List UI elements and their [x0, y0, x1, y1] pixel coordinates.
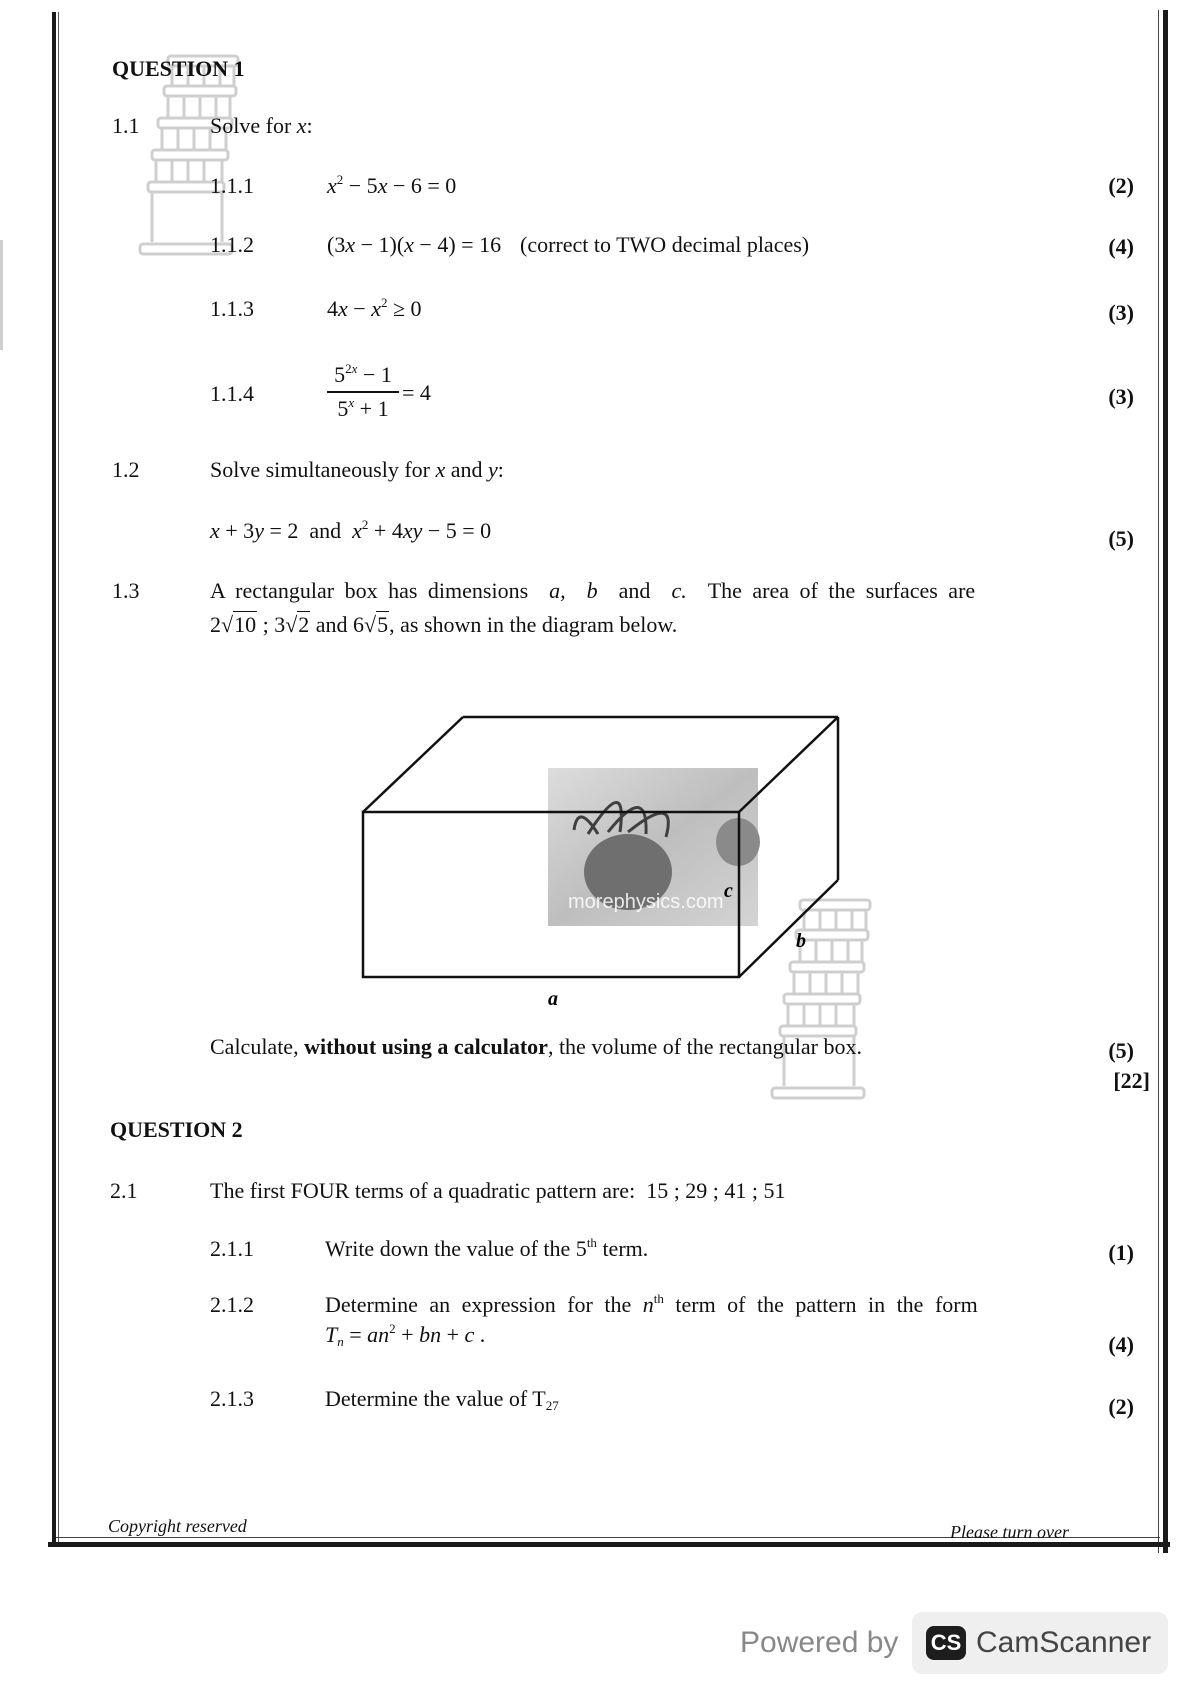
- q1-1-3-inequality: $4x - x^2 \ge 0$: [327, 295, 422, 321]
- q2-1-2-number: 2.1.2: [210, 1292, 254, 1317]
- q1-1-2-note: (correct to TWO decimal places): [520, 232, 810, 257]
- q1-1-2-marks: (4): [1108, 234, 1134, 259]
- q1-2-equations: x + 3y = 2 and $x^2 + 4xy - 5 = 0$: [210, 517, 492, 543]
- q1-1-2-equation: (3x − 1)(x − 4) = 16: [327, 232, 502, 257]
- page-border-right-inner: [1158, 10, 1159, 1553]
- q2-1-1-number: 2.1.1: [210, 1236, 254, 1261]
- footer-turn-over: Please turn over: [950, 1522, 1069, 1542]
- q1-2-marks: (5): [1108, 526, 1134, 551]
- q2-1-stem: The first FOUR terms of a quadratic pattern are: 15 ; 29 ; 41 ; 51: [210, 1178, 786, 1203]
- q1-2-stem: Solve simultaneously for x and y:: [210, 457, 504, 482]
- question-1-total: [22]: [1113, 1068, 1150, 1093]
- q1-1-4-equals: = 4: [402, 380, 431, 405]
- box-label-c: c: [724, 880, 733, 902]
- q1-1-3-number: 1.1.3: [210, 296, 254, 321]
- q1-1-3-marks: (3): [1108, 300, 1134, 325]
- q1-1-number: 1.1: [112, 113, 140, 138]
- q1-3-instruction: Calculate, without using a calculator, the volume of the rectangular box.: [210, 1034, 862, 1059]
- photo-watermark-text: morephysics.com: [568, 891, 724, 913]
- footer-copyright: Copyright reserved: [108, 1516, 247, 1536]
- q2-1-3-marks: (2): [1108, 1394, 1134, 1419]
- q1-1-stem: Solve for x:: [210, 113, 313, 138]
- camscanner-name: CamScanner: [976, 1626, 1152, 1659]
- box-label-a: a: [548, 988, 558, 1010]
- camscanner-logo-icon: CS: [926, 1626, 966, 1660]
- q2-1-2-text: Determine an expression for the $n^{th}$ term of the pattern in the form: [325, 1291, 978, 1317]
- q2-1-number: 2.1: [110, 1178, 138, 1203]
- q1-2-number: 1.2: [112, 457, 140, 482]
- q2-1-2-marks: (4): [1108, 1332, 1134, 1357]
- page-border-left-inner: [58, 12, 59, 1544]
- q1-1-4-fraction: $5^{2x} - 1$ $5^x + 1$: [327, 361, 399, 423]
- powered-by-text: Powered by: [740, 1626, 899, 1659]
- page-border-right: [1163, 10, 1168, 1553]
- q2-1-1-marks: (1): [1108, 1240, 1134, 1265]
- q2-1-1-text: Write down the value of the 5th term.: [325, 1235, 649, 1261]
- q1-3-line2: 2√10 ; 3√2 and 6√5, as shown in the diagram below.: [210, 612, 678, 637]
- embedded-photo: [548, 768, 760, 926]
- q1-3-number: 1.3: [112, 578, 140, 603]
- q2-1-3-text: Determine the value of $T_{27}$: [325, 1386, 559, 1413]
- camscanner-watermark: [740, 1612, 1172, 1678]
- page-border-left: [52, 12, 56, 1544]
- q1-1-2-number: 1.1.2: [210, 232, 254, 257]
- q1-3-line1: A rectangular box has dimensions a, b and c. The area of the surfaces are: [210, 578, 976, 603]
- q1-1-1-equation: $x^2 - 5x - 6 = 0$: [327, 172, 457, 198]
- q2-1-2-form: $T_n = an^2$ + bn + c .: [325, 1321, 486, 1349]
- q2-1-3-number: 2.1.3: [210, 1386, 254, 1411]
- q1-1-4-number: 1.1.4: [210, 381, 254, 406]
- rectangular-box-diagram: [358, 712, 848, 1012]
- question-1-heading: QUESTION 1: [112, 56, 245, 81]
- q1-1-1-marks: (2): [1108, 173, 1134, 198]
- camscanner-badge: [912, 1612, 1168, 1674]
- q1-1-1-number: 1.1.1: [210, 173, 254, 198]
- q1-1-4-marks: (3): [1108, 384, 1134, 409]
- question-2-heading: QUESTION 2: [110, 1117, 243, 1142]
- q1-3-marks: (5): [1108, 1038, 1134, 1063]
- box-label-b: b: [796, 930, 806, 952]
- scan-edge-shadow: [0, 240, 3, 350]
